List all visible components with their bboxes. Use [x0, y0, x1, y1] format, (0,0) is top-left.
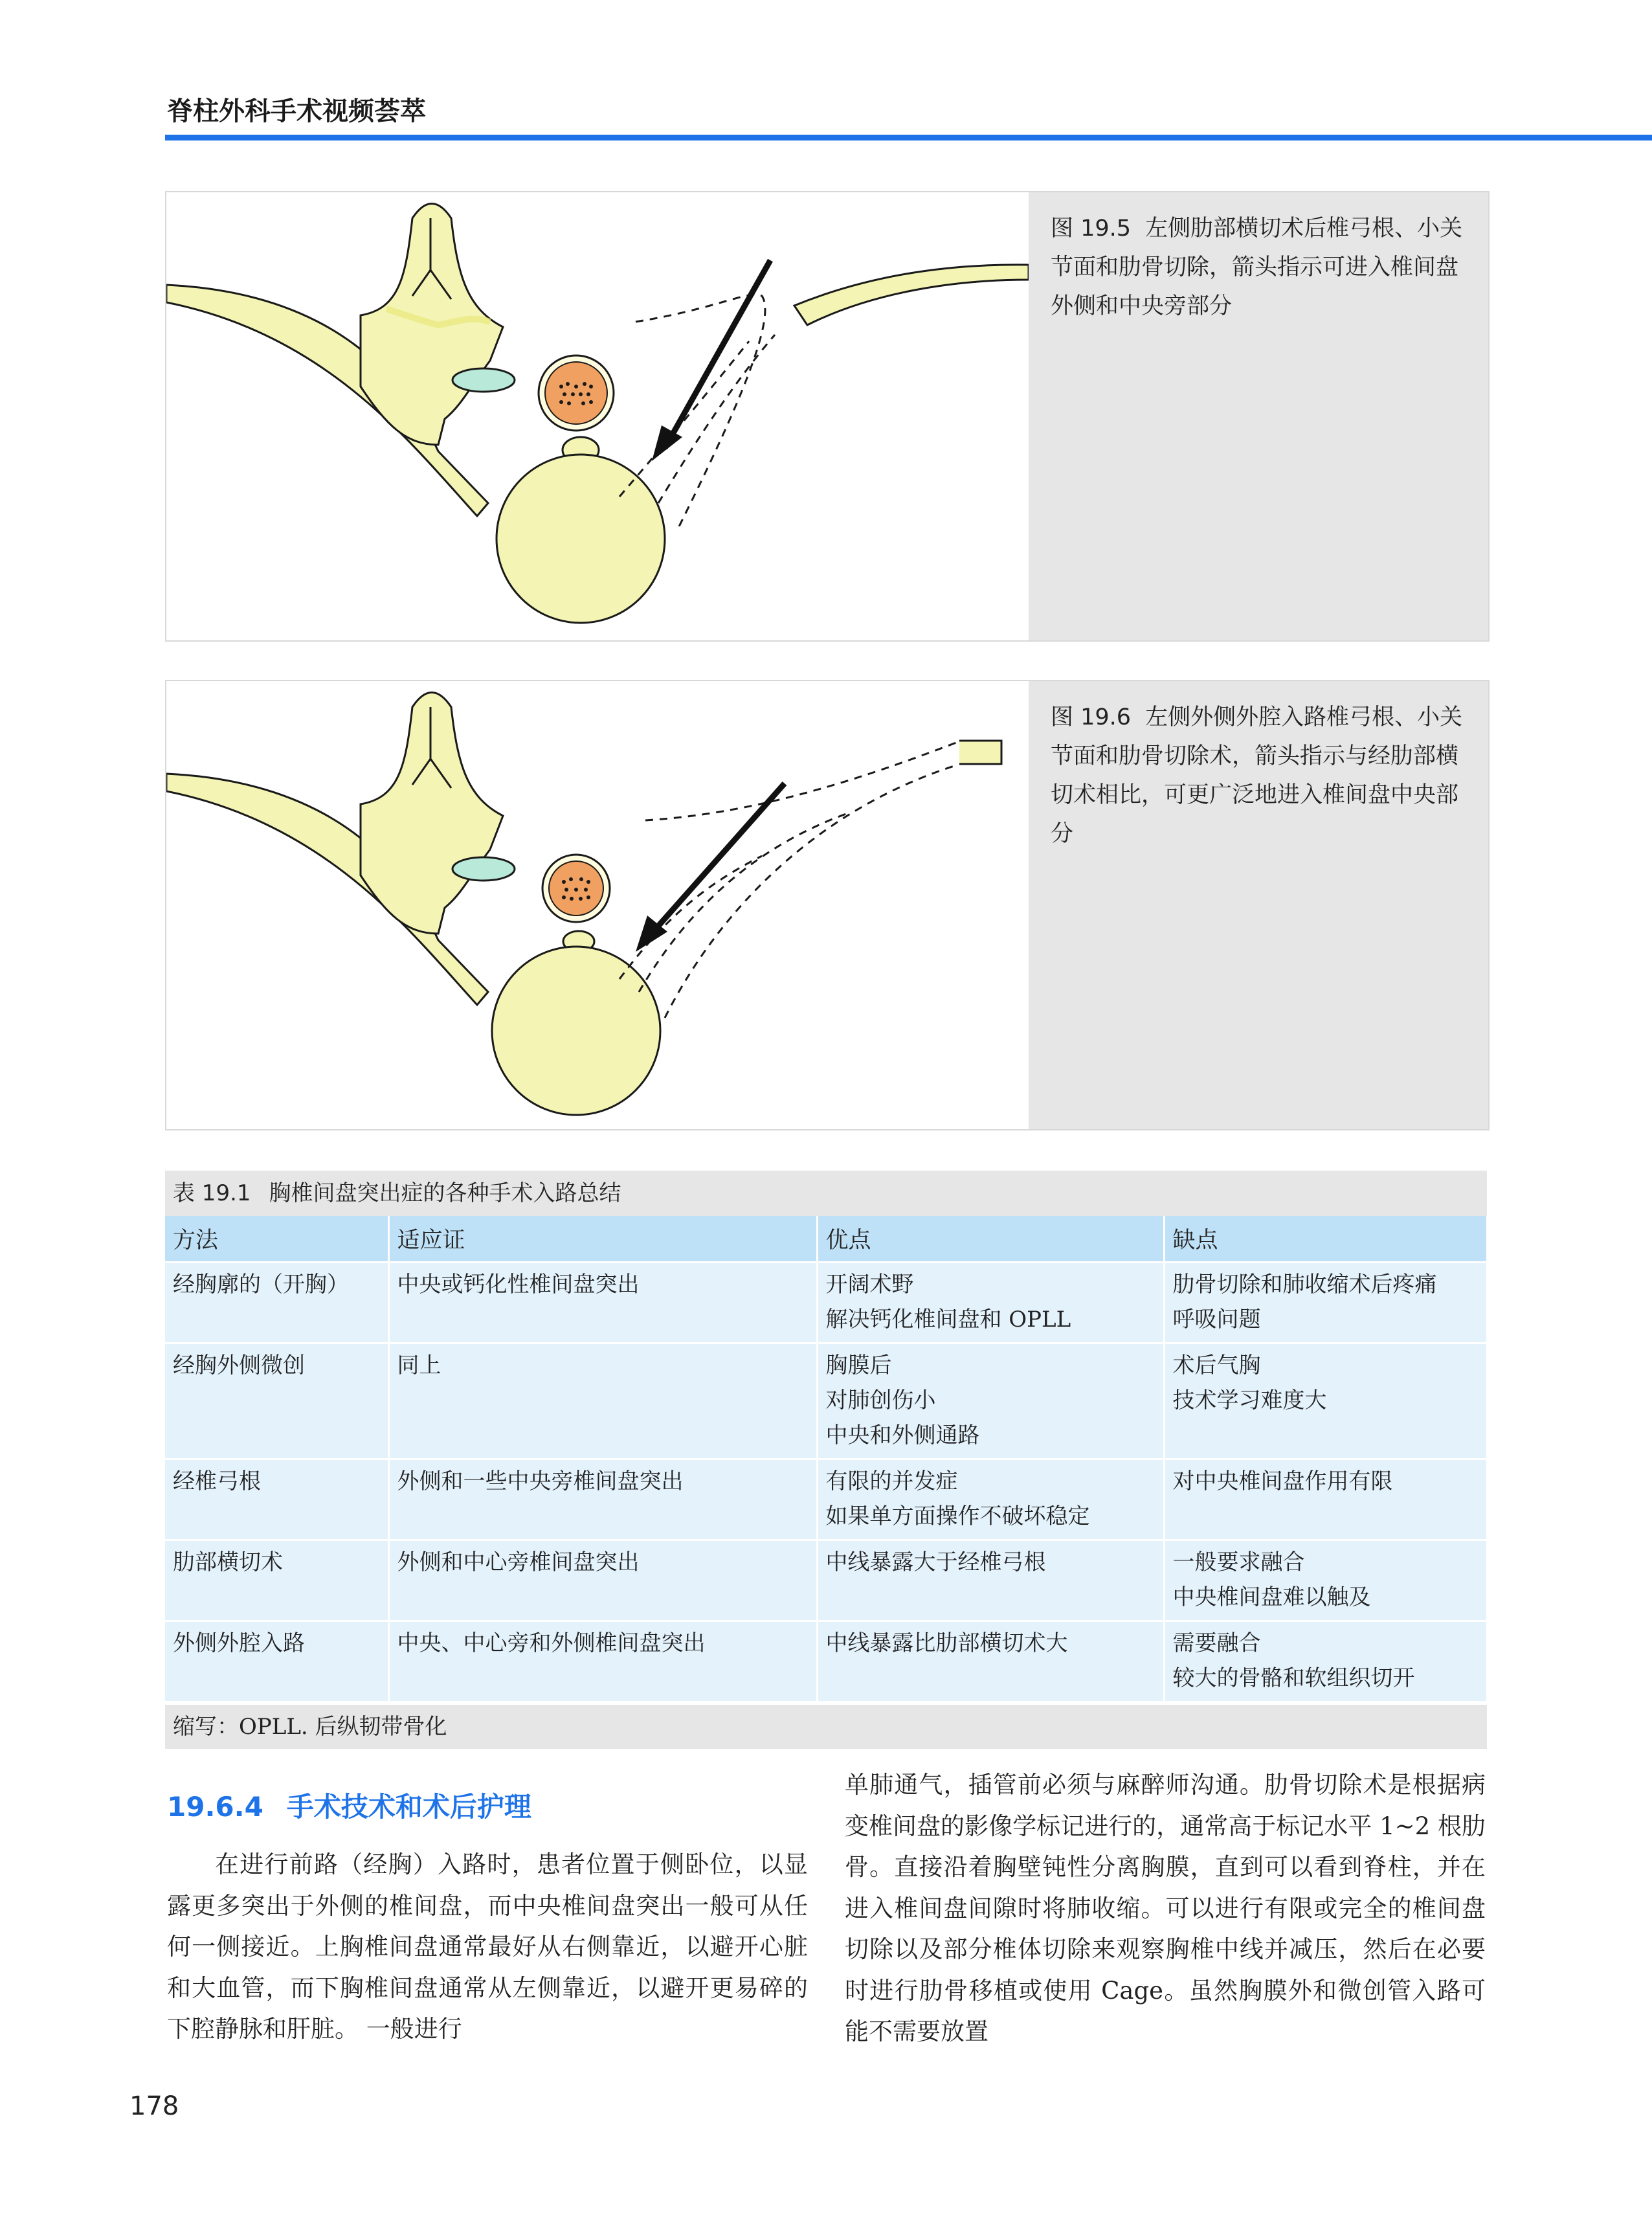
section-heading [167, 1786, 531, 1825]
table-label: 表 19.1 [173, 1180, 251, 1206]
figure-19-5-caption-text: 左侧肋部横切术后椎弓根、小关节面和肋骨切除，箭头指示可进入椎间盘外侧和中央旁部分 [1051, 216, 1463, 319]
cell-disadvantages [1164, 1263, 1487, 1343]
resection-outline [636, 295, 765, 529]
right-rib [794, 265, 1029, 325]
advantage-line: 解决钙化椎间盘和 OPLL [825, 1307, 1071, 1332]
figure-19-6-label: 图 19.6 [1051, 704, 1132, 730]
cell-method: 经胸外侧微创 [165, 1343, 388, 1459]
cell-advantages [817, 1621, 1164, 1702]
cell-indication: 外侧和一些中央旁椎间盘突出 [388, 1459, 817, 1540]
table-header-row [165, 1216, 1487, 1263]
header-method: 方法 [165, 1216, 388, 1263]
cell-method: 外侧外腔入路 [165, 1621, 388, 1702]
cell-method: 肋部横切术 [165, 1540, 388, 1621]
disadvantage-line: 中央椎间盘难以触及 [1172, 1584, 1371, 1610]
resection-outline [645, 743, 956, 820]
cell-indication: 中央或钙化性椎间盘突出 [388, 1263, 817, 1343]
section-title: 手术技术和术后护理 [286, 1791, 531, 1823]
cell-indication: 外侧和中心旁椎间盘突出 [388, 1540, 817, 1621]
cell-advantages [817, 1343, 1164, 1459]
advantage-line: 对肺创伤小 [825, 1388, 936, 1413]
body-paragraph-left: 在进行前路（经胸）入路时，患者位置于侧卧位，以显露更多突出于外侧的椎间盘，而中央椎间盘突出一般可从任何一侧接近。上胸椎间盘通常最好从右侧靠近，以避开心脏和大血管，而下胸椎间盘通常从左侧靠近，以避开更易碎的下腔静脉和肝脏。 一般进行 [167, 1850, 808, 2043]
resection-outline-2 [665, 765, 956, 1018]
table-19-1 [165, 1171, 1487, 1749]
approach-table [165, 1216, 1488, 1703]
header-rule [165, 135, 1652, 141]
table-row [165, 1621, 1487, 1702]
figure-19-5-illustration [166, 192, 1029, 640]
advantage-line: 中线暴露比肋部横切术大 [825, 1630, 1068, 1656]
cell-disadvantages [1164, 1540, 1487, 1621]
table-row [165, 1263, 1487, 1343]
cell-disadvantages [1164, 1459, 1487, 1540]
advantage-line: 胸膜后 [825, 1353, 892, 1378]
approach-arrow-shaft [665, 260, 770, 448]
cell-disadvantages [1164, 1621, 1487, 1702]
vertebral-body [492, 947, 660, 1115]
disadvantage-line: 术后气胸 [1172, 1353, 1261, 1378]
figure-19-6-caption-panel [1029, 681, 1488, 1129]
advantage-line: 中央和外侧通路 [825, 1422, 980, 1448]
advantage-line: 开阔术野 [825, 1272, 914, 1298]
figure-19-5-caption [1051, 209, 1471, 326]
table-row [165, 1459, 1487, 1540]
figure-19-5-caption-panel [1029, 192, 1488, 640]
header-advantages: 优点 [817, 1216, 1164, 1263]
cell-disadvantages [1164, 1343, 1487, 1459]
table-caption [165, 1171, 1487, 1216]
figure-19-6 [165, 680, 1490, 1130]
cell-advantages [817, 1459, 1164, 1540]
body-paragraph-right: 单肺通气，插管前必须与麻醉师沟通。肋骨切除术是根据病变椎间盘的影像学标记进行的，通常高于标记水平 1~2 根肋骨。直接沿着胸壁钝性分离胸膜，直到可以看到脊柱，并在进入椎间盘间隙时将肺收缩。可以进行有限或完全的椎间盘切除以及部分椎体切除来观察胸椎中线并减压，然后在必要时进行肋骨移植或使用 Cage。虽然胸膜外和微创管入路可能不需要放置 [845, 1771, 1486, 2045]
figure-19-6-illustration [166, 681, 1029, 1129]
disadvantage-line: 技术学习难度大 [1172, 1388, 1327, 1413]
figure-19-5 [165, 191, 1490, 642]
disadvantage-line: 较大的骨骼和软组织切开 [1172, 1665, 1415, 1691]
cell-indication: 同上 [388, 1343, 817, 1459]
table-row [165, 1540, 1487, 1621]
header-indication: 适应证 [388, 1216, 817, 1263]
figure-19-6-caption-text: 左侧外侧外腔入路椎弓根、小关节面和肋骨切除术，箭头指示与经肋部横切术相比，可更广泛地进入椎间盘中央部分 [1051, 704, 1463, 847]
cell-advantages [817, 1263, 1164, 1343]
header-disadvantages: 缺点 [1164, 1216, 1487, 1263]
disadvantage-line: 需要融合 [1172, 1630, 1261, 1656]
page-number: 178 [129, 2091, 179, 2121]
cell-indication: 中央、中心旁和外侧椎间盘突出 [388, 1621, 817, 1702]
figure-19-6-caption [1051, 698, 1471, 853]
cell-method: 经胸廓的（开胸） [165, 1263, 388, 1343]
resection-outline-3 [639, 814, 846, 992]
pedicle-ellipse [452, 368, 515, 392]
vertebral-arch [361, 693, 503, 934]
section-number: 19.6.4 [167, 1791, 263, 1823]
advantage-line: 中线暴露大于经椎弓根 [825, 1549, 1046, 1575]
rib-stub [959, 741, 1001, 764]
disadvantage-line: 呼吸问题 [1172, 1307, 1261, 1332]
resection-outline-4 [620, 856, 762, 979]
cell-method: 经椎弓根 [165, 1459, 388, 1540]
advantage-line: 如果单方面操作不破坏稳定 [825, 1503, 1090, 1529]
running-header: 脊柱外科手术视频荟萃 [167, 96, 426, 126]
table-title: 胸椎间盘突出症的各种手术入路总结 [269, 1180, 621, 1206]
table-row [165, 1343, 1487, 1459]
cell-advantages [817, 1540, 1164, 1621]
disadvantage-line: 对中央椎间盘作用有限 [1172, 1468, 1393, 1494]
disadvantage-line: 一般要求融合 [1172, 1549, 1305, 1575]
approach-arrow-shaft [649, 783, 785, 937]
table-footnote: 缩写：OPLL. 后纵韧带骨化 [165, 1703, 1487, 1749]
pedicle-ellipse [452, 857, 515, 881]
spinal-cord [545, 362, 607, 424]
disadvantage-line: 肋骨切除和肺收缩术后疼痛 [1172, 1272, 1437, 1298]
advantage-line: 有限的并发症 [825, 1468, 958, 1494]
figure-19-5-label: 图 19.5 [1051, 216, 1132, 242]
vertebral-body [497, 455, 665, 623]
